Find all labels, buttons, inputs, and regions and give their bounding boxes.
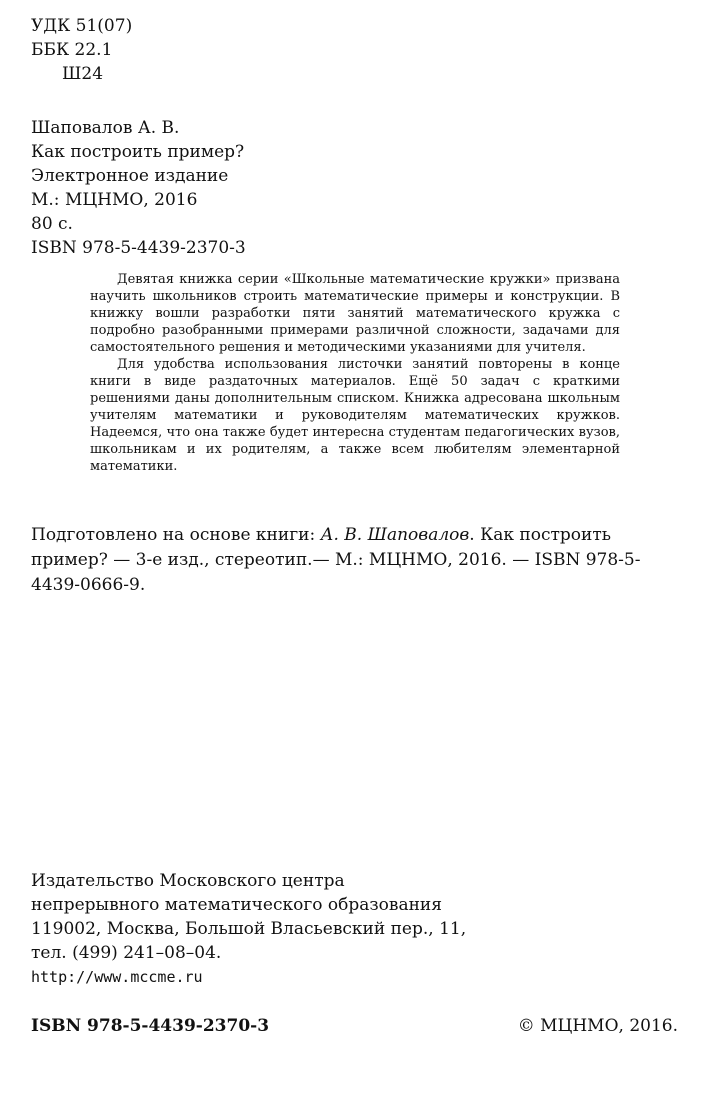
annotation-paragraph: Девятая книжка серии «Школьные математические кружки» призвана научить школьников строить математические примеры и конструкции. В книжку вошли разработки пяти занятий математического кружка с подробно разобранными примерами различной сложности, задачами для самостоятельного решения и методическими указаниями для учителя. [90,272,620,355]
publisher-url[interactable]: http://www.mccme.ru [31,968,203,986]
source-prefix: Подготовлено на основе книги: [31,525,321,545]
source-note [31,523,681,598]
source-author: А. В. Шаповалов [320,525,470,545]
classification-block [31,14,132,86]
publisher-address: 119002, Москва, Большой Власьевский пер., 11, [31,919,467,939]
book-isbn: ISBN 978-5-4439-2370-3 [31,238,246,258]
udk-code: УДК 51(07) [31,16,133,36]
publisher-phone: тел. (499) 241–08–04. [31,943,222,963]
book-title: Как построить пример? [31,142,245,162]
copyright: © МЦНМО, 2016. [517,1016,678,1036]
edition-type: Электронное издание [31,166,229,186]
book-author: Шаповалов А. В. [31,118,180,138]
publisher-name: Издательство Московского центра [31,871,345,891]
source-details: . Как построить пример? — 3-е изд., стереотип.— М.: МЦНМО, 2016. — ISBN 978-5-4439-0666-9. [31,525,641,595]
publisher-block [31,869,466,989]
bibliographic-block [31,116,246,260]
imprint: М.: МЦНМО, 2016 [31,190,198,210]
bbk-code: ББК 22.1 [31,40,113,60]
annotation-paragraph: Для удобства использования листочки занятий повторены в конце книги в виде раздаточных материалов. Ещё 50 задач с краткими решениями даны дополнительным списком. Книжка адресована школьным учителям математики и руководителям математических кружков. Надеемся, что она также будет интересна студентам педагогических вузов, школьникам и их родителям, а также всем любителям элементарной математики. [90,357,620,474]
page-count: 80 с. [31,214,73,234]
author-code: Ш24 [62,64,104,84]
footer-isbn: ISBN 978-5-4439-2370-3 [31,1016,270,1036]
annotation [90,271,620,475]
publisher-name-cont: непрерывного математического образования [31,895,442,915]
